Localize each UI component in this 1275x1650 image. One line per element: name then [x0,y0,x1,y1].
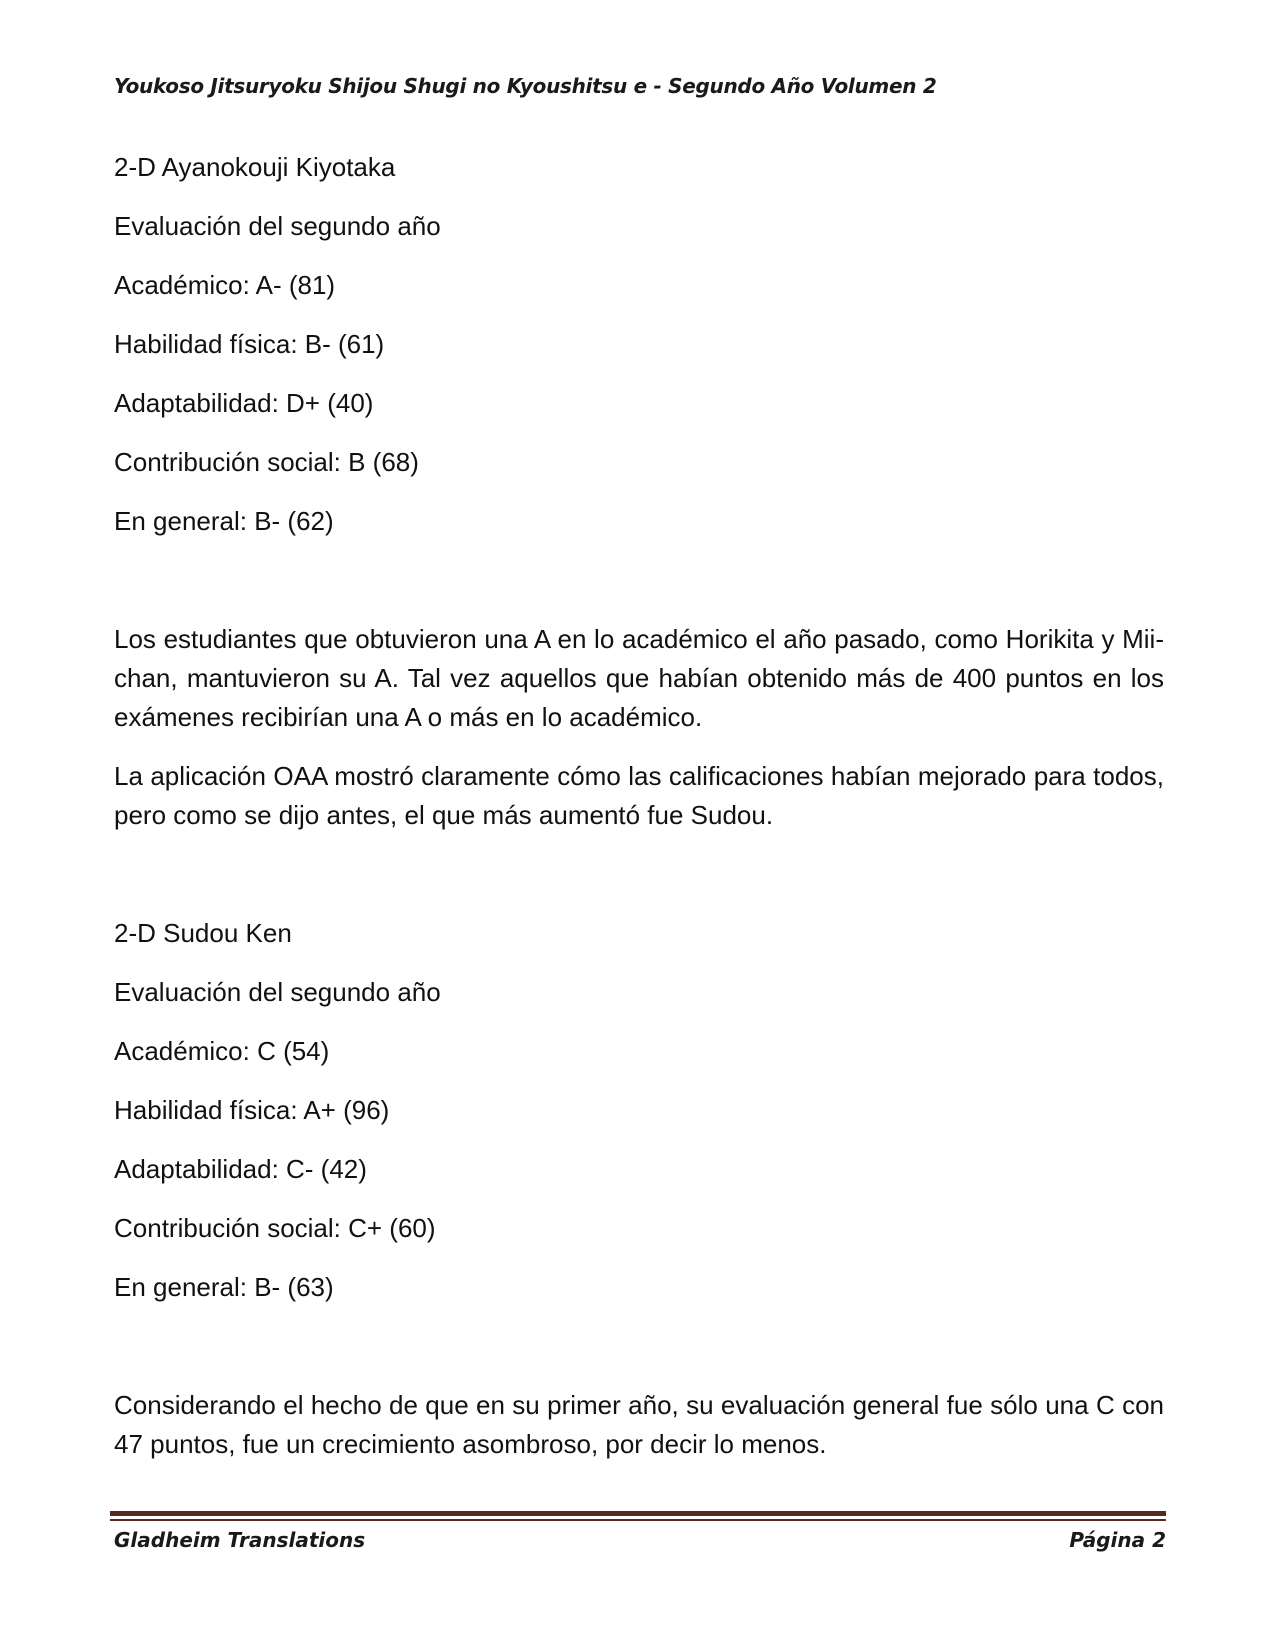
footer-page-number: Página 2 [1069,1528,1166,1552]
footer-divider [110,1511,1166,1516]
page-header-title: Youkoso Jitsuryoku Shijou Shugi no Kyoushitsu e - Segundo Año Volumen 2 [114,74,937,98]
page-body [114,148,1164,1484]
student-name-ayanokouji: 2-D Ayanokouji Kiyotaka [114,152,396,182]
academic-score: Académico: C (54) [114,1036,330,1066]
spacer [114,1327,1164,1386]
spacer [114,561,1164,620]
student-name-sudou: 2-D Sudou Ken [114,918,292,948]
social-contribution-score: Contribución social: C+ (60) [114,1213,436,1243]
body-paragraph: La aplicación OAA mostró claramente cómo las calificaciones habían mejorado para todos, pero como se dijo antes, el que más aumentó fue Sudou. [114,761,1164,830]
spacer [114,855,1164,914]
evaluation-heading: Evaluación del segundo año [114,977,441,1007]
footer-translator-credit: Gladheim Translations [114,1528,366,1552]
adaptability-score: Adaptabilidad: D+ (40) [114,388,374,418]
social-contribution-score: Contribución social: B (68) [114,447,419,477]
overall-score: En general: B- (63) [114,1272,334,1302]
footer-divider-thin [110,1519,1166,1521]
physical-score: Habilidad física: B- (61) [114,329,385,359]
evaluation-heading: Evaluación del segundo año [114,211,441,241]
overall-score: En general: B- (62) [114,506,334,536]
adaptability-score: Adaptabilidad: C- (42) [114,1154,367,1184]
academic-score: Académico: A- (81) [114,270,336,300]
body-paragraph: Los estudiantes que obtuvieron una A en lo académico el año pasado, como Horikita y Mii-chan, mantuvieron su A. Tal vez aquellos que habían obtenido más de 400 puntos en los exámenes recibirían una A o más en lo académico. [114,624,1164,732]
body-paragraph: Considerando el hecho de que en su primer año, su evaluación general fue sólo una C con 47 puntos, fue un crecimiento asombroso, por decir lo menos. [114,1390,1164,1459]
physical-score: Habilidad física: A+ (96) [114,1095,390,1125]
